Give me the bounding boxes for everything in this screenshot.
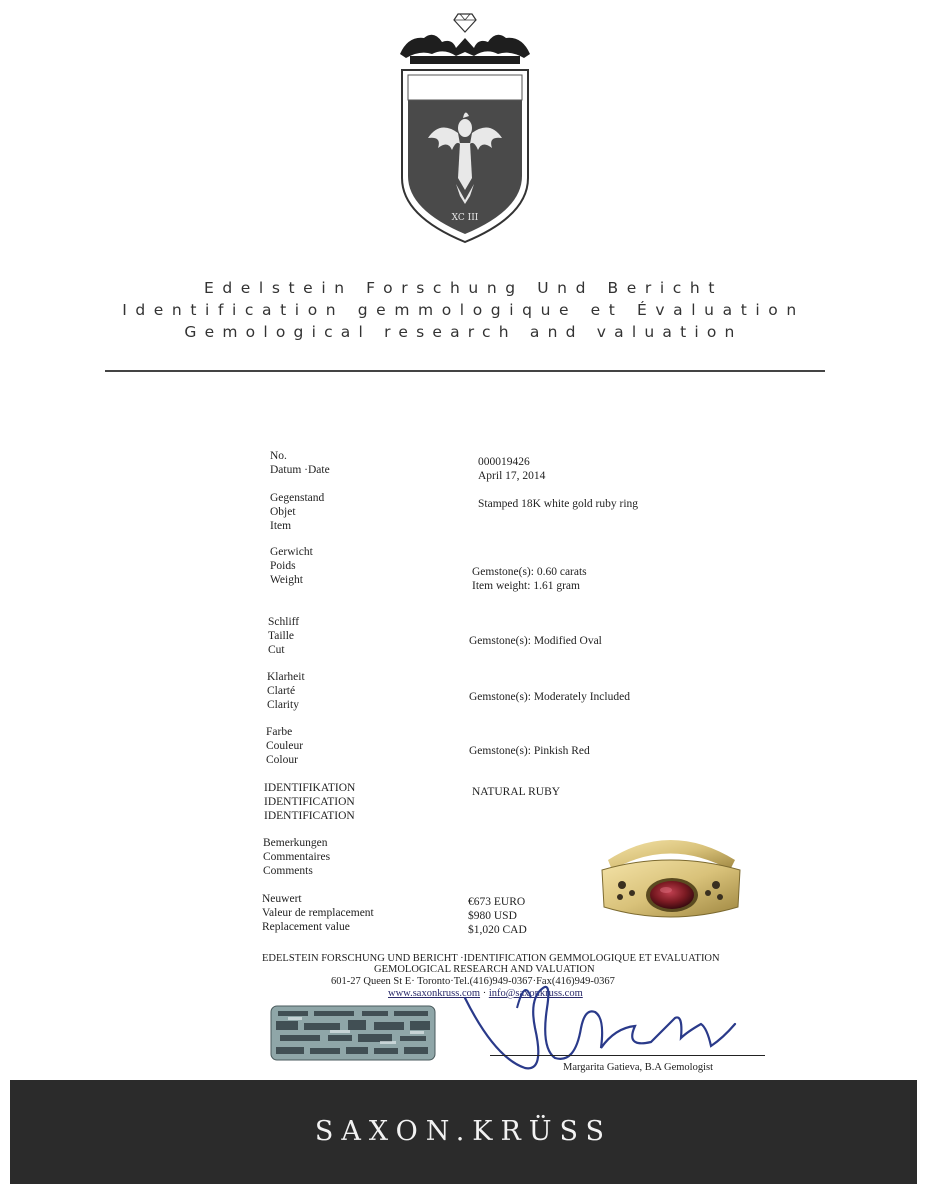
crest-logo [390,8,540,248]
identification-labels [264,781,355,823]
clarity-value: Gemstone(s): Moderately Included [469,691,630,703]
cut-label-de: Schliff [268,616,300,628]
email-link[interactable]: info@saxonkruss.com [488,988,583,999]
crest-numeral: XC III [451,213,479,223]
weight-values [472,565,587,593]
ring-photo [590,815,750,935]
weight-label-fr: Poids [270,560,296,572]
hologram-seal [270,1005,436,1061]
item-label-en: Item [270,520,292,532]
identification-value: NATURAL RUBY [472,786,561,798]
item-label-fr: Objet [270,506,296,518]
comments-labels [263,836,330,878]
cut-label-fr: Taille [268,630,295,642]
ident-label-en: IDENTIFICATION [264,810,355,822]
weight-label-en: Weight [270,574,303,586]
colour-label-en: Colour [266,754,298,766]
item-label-de: Gegenstand [270,492,325,504]
value-euro: €673 EURO [468,896,526,908]
number-date-labels [270,449,330,477]
header-line-german: Edelstein Forschung Und Bericht [203,279,724,297]
replacement-labels [262,892,374,934]
date-value: April 17, 2014 [478,470,546,482]
number-value: 000019426 [478,456,530,468]
replacement-values [468,895,527,937]
item-value: Stamped 18K white gold ruby ring [478,498,639,510]
header-line-english: Gemological research and valuation [184,323,743,341]
item-labels [270,491,324,533]
colour-labels [266,725,303,767]
ident-label-de: IDENTIFIKATION [264,782,356,794]
header-line-french: Identification gemmologique et Évaluation [122,301,805,319]
footer-subtitle-line: GEMOLOGICAL RESEARCH AND VALUATION [374,964,595,975]
brand-name: SAXON.KRÜSS [314,1116,613,1147]
replacement-label-en: Replacement value [262,921,350,933]
signature-line [490,1055,765,1056]
value-cad: $1,020 CAD [468,924,527,936]
cut-labels [268,615,299,657]
clarity-label-en: Clarity [267,699,299,711]
value-usd: $980 USD [468,910,517,922]
footer-address-line: 601-27 Queen St E· Toronto·Tel.(416)949-0367·Fax(416)949-0367 [331,976,615,987]
comments-label-de: Bemerkungen [263,837,328,849]
website-link[interactable]: www.saxonkruss.com [388,988,481,999]
cut-label-en: Cut [268,644,285,656]
clarity-label-de: Klarheit [267,671,305,683]
header-divider [105,370,825,372]
footer-contact-line: www.saxonkruss.com · info@saxonkruss.com [388,988,583,999]
gemstone-weight: Gemstone(s): 0.60 carats [472,566,587,578]
replacement-label-fr: Valeur de remplacement [262,907,374,919]
item-weight: Item weight: 1.61 gram [472,580,580,592]
comments-label-en: Comments [263,865,313,877]
footer-company-line: EDELSTEIN FORSCHUNG UND BERICHT ·IDENTIFICATION GEMMOLOGIQUE ET EVALUATION [262,953,720,964]
cut-value: Gemstone(s): Modified Oval [469,635,602,647]
colour-label-fr: Couleur [266,740,304,752]
replacement-label-de: Neuwert [262,893,302,905]
comments-label-fr: Commentaires [263,851,331,863]
weight-label-de: Gerwicht [270,546,313,558]
clarity-label-fr: Clarté [267,685,296,697]
weight-labels [270,545,313,587]
signatory-name: Margarita Gatieva, B.A Gemologist [563,1062,713,1073]
date-label: Datum ·Date [270,464,330,476]
clarity-labels [267,670,305,712]
colour-value: Gemstone(s): Pinkish Red [469,745,590,757]
colour-label-de: Farbe [266,726,293,738]
number-date-values [478,455,545,483]
ident-label-fr: IDENTIFICATION [264,796,355,808]
number-label: No. [270,450,287,462]
